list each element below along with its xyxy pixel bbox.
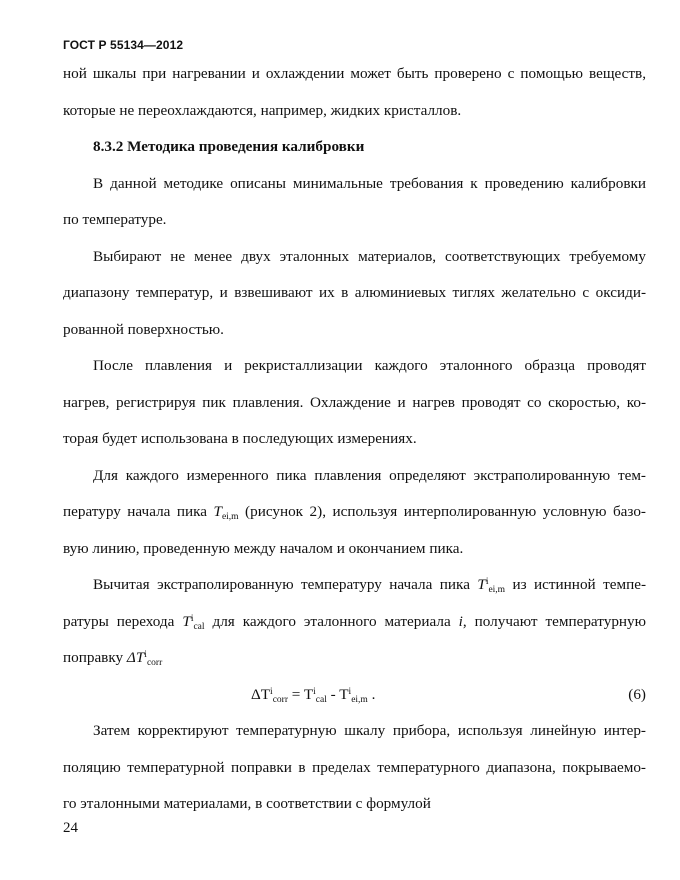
superscript: i	[190, 613, 194, 624]
text-run: Вычитая экстраполированную температуру начала пика	[93, 576, 478, 593]
symbol-delta-t: ΔT	[126, 649, 145, 666]
text-run: для каждого эталонного материала	[204, 612, 459, 630]
formula-end: .	[367, 685, 376, 703]
text-line: нагрев, регистрируя пик плавления. Охлаждение и нагрев проводят со скоростью, ко-	[63, 393, 646, 411]
text-line: которые не переохлаждаются, например, жидких кристаллов.	[63, 101, 462, 119]
subscript: ei,m	[221, 512, 239, 522]
subscript: cal	[315, 694, 327, 705]
formula-symbol: ΔT	[251, 685, 271, 703]
symbol-t: T	[477, 576, 486, 593]
text-run: пературу начала пика	[63, 503, 214, 520]
subscript: corr	[272, 694, 288, 705]
text-run: (рисунок 2), используя интерполированную условную базо-	[238, 503, 646, 520]
superscript: i	[485, 577, 489, 587]
text-line	[63, 567, 646, 604]
subscript: ei,m	[488, 585, 506, 595]
symbol-t: T	[213, 503, 222, 520]
subscript: corr	[146, 658, 163, 668]
text-line: После плавления и рекристаллизации каждого эталонного образца проводят	[93, 357, 646, 374]
page-number: 24	[63, 820, 78, 836]
superscript: i	[313, 686, 316, 697]
text-line: Выбирают не менее двух эталонных материалов, соответствующих требуемому	[93, 247, 646, 265]
symbol-i: i	[458, 612, 463, 630]
formula-operator: =	[287, 685, 304, 703]
text-line: вую линию, проведенную между началом и окончанием пика.	[63, 539, 464, 557]
text-line: ной шкалы при нагревании и охлаждении может быть проверено с помощью веществ,	[63, 65, 646, 82]
superscript: i	[144, 650, 147, 660]
text-line: Для каждого измеренного пика плавления определяют экстраполированную тем-	[93, 466, 646, 484]
text-line: торая будет использована в последующих измерениях.	[63, 430, 417, 447]
subscript: cal	[193, 621, 205, 632]
superscript: i	[348, 686, 352, 697]
page-body	[63, 56, 646, 823]
symbol-t: T	[182, 612, 191, 630]
text-line: рованной поверхностью.	[63, 320, 224, 338]
superscript: i	[270, 686, 273, 697]
text-line: по температуре.	[63, 211, 167, 228]
text-line: го эталонными материалами, в соответствии с формулой	[63, 795, 431, 812]
document-header: ГОСТ Р 55134—2012	[63, 38, 184, 52]
text-line: поляцию температурной поправки в пределах температурного диапазона, покрываемо-	[63, 758, 646, 776]
text-run: ратуры перехода	[63, 612, 183, 630]
formula-6	[63, 677, 646, 714]
section-heading: 8.3.2 Методика проведения калибровки	[93, 138, 365, 155]
formula-symbol: T	[339, 685, 349, 703]
text-line: диапазону температур, и взвешивают их в алюминиевых тиглях желательно с оксиди-	[63, 284, 646, 301]
formula-operator: -	[326, 685, 340, 703]
text-line: Затем корректируют температурную шкалу прибора, используя линейную интер-	[93, 722, 646, 739]
text-run: , получают температурную	[462, 612, 646, 630]
subscript: ei,m	[351, 694, 368, 705]
text-run: поправку	[63, 649, 127, 666]
text-run: из истинной темпе-	[505, 576, 646, 593]
text-line: В данной методике описаны минимальные требования к проведению калибровки	[93, 174, 646, 192]
formula-expression	[251, 677, 375, 714]
text-line	[63, 640, 646, 677]
text-line	[63, 604, 646, 641]
formula-number: (6)	[628, 685, 646, 703]
text-line	[63, 494, 646, 531]
formula-symbol: T	[303, 685, 314, 703]
